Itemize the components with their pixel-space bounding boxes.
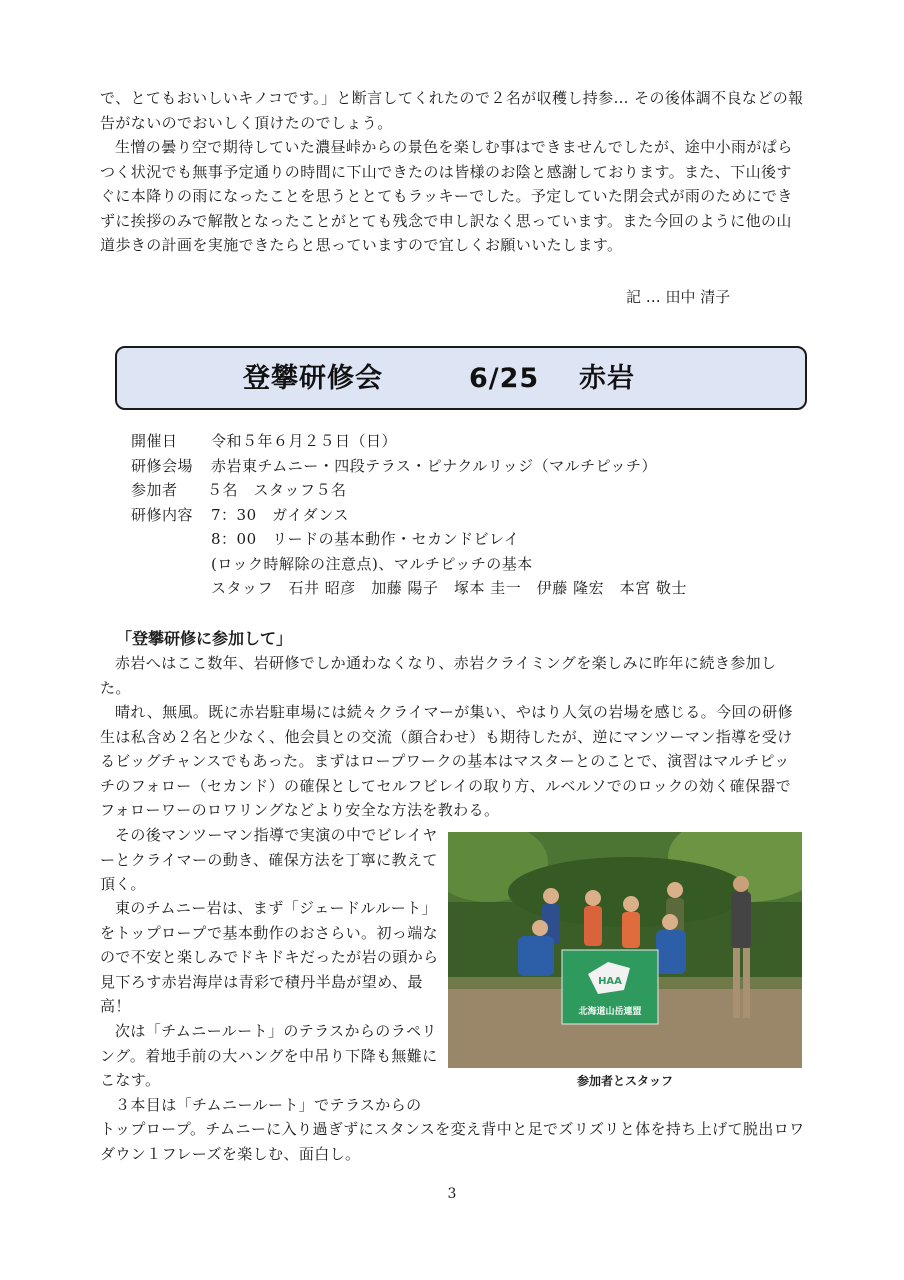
info-participants-label: 参加者	[131, 481, 178, 499]
page-number: 3	[447, 1186, 457, 1202]
signature: 記 … 田中 清子	[626, 288, 731, 306]
closing-paragraph: 生憎の曇り空で期待していた濃昼峠からの景色を楽しむ事はできませんでしたが、途中小雨がぱらつく状況でも無事予定通りの時間に下山できたのは皆様のお陰と感謝しております。また、下山後すぐに本降りの雨になったことを思うととてもラッキーでした。予定していた閉会式が雨のためにできずに挨拶のみで解散となったことがとても残念で申し訳なく思っています。また今回のように他の山道歩きの計画を実施できたらと思っていますので宜しくお願いいたします。	[100, 138, 793, 254]
report-paragraph-2: 晴れ、無風。既に赤岩駐車場には続々クライマーが集い、やはり人気の岩場を感じる。今回の研修生は私含め２名と少なく、他会員との交流（顔合わせ）も期待したが、逆にマンツーマン指導を受けるビッグチャンスでもあった。まずはロープワークの基本はマスターとのことで、演習はマルチピッチのフォロー（セカンド）の確保としてセルフビレイの取り方、ルベルソでのロックの効く確保器でフォローワーのロワリングなどより安全な方法を教わる。	[100, 703, 794, 819]
info-content-line3: (ロック時解除の注意点)、マルチピッチの基本	[211, 554, 533, 573]
report-paragraph-4: 東のチムニー岩は、まず「ジェードルルート」をトップロープで基本動作のおさらい。初っ端なので不安と楽しみでドキドキだったが岩の頭から見下ろす赤岩海岸は青彩で積丹半島が望め、最高！	[100, 899, 439, 1015]
report-paragraph-6a: ３本目は「チムニールート」でテラスからの	[115, 1096, 422, 1114]
group-photo-illustration	[448, 832, 802, 1068]
continued-paragraph: で、とてもおいしいキノコです。」と断言してくれたので２名が収穫し持参… その後体調不良などの報告がないのでおいしく頂けたのでしょう。	[100, 89, 804, 132]
photo-caption: 参加者とスタッフ	[576, 1074, 673, 1088]
info-content-line1: 7：30 ガイダンス	[211, 505, 349, 524]
report-heading: 「登攀研修に参加して」	[116, 629, 293, 648]
info-venue-value: 赤岩東チムニー・四段テラス・ピナクルリッジ（マルチピッチ）	[211, 456, 658, 475]
report-paragraph-1: 赤岩へはここ数年、岩研修でしか通わなくなり、赤岩クライミングを楽しみに昨年に続き参加した。	[100, 654, 777, 697]
info-date-label: 開催日	[131, 432, 178, 450]
info-content-label: 研修内容	[131, 505, 194, 524]
banner-place: 赤岩	[579, 363, 635, 394]
flag-text: 北海道山岳連盟	[578, 1007, 642, 1017]
banner-date: 6/25	[469, 363, 540, 394]
report-paragraph-5: 次は「チムニールート」のテラスからのラペリング。着地手前の大ハングを中吊り下降も無難にこなす。	[100, 1022, 438, 1089]
info-staff: スタッフ 石井 昭彦 加藤 陽子 塚本 圭一 伊藤 隆宏 本宮 敬士	[211, 579, 687, 597]
report-paragraph-3: その後マンツーマン指導で実演の中でビレイヤーとクライマーの動き、確保方法を丁寧に教えて頂く。	[100, 826, 438, 893]
info-participants-value: ５名 スタッフ５名	[207, 481, 347, 499]
info-content-line2: 8：00 リードの基本動作・セカンドビレイ	[211, 530, 520, 548]
event-info	[131, 429, 687, 601]
flag-logo: HAA	[598, 976, 622, 987]
banner-title: 登攀研修会	[243, 363, 383, 394]
info-venue-label: 研修会場	[131, 456, 194, 475]
section-banner	[115, 346, 807, 410]
group-photo	[448, 832, 802, 1068]
info-date-value: 令和５年６月２５日（日）	[211, 432, 398, 450]
report-paragraph-6b: トップロープ。チムニーに入り過ぎずにスタンスを変え背中と足でズリズリと体を持ち上げて脱出ロワダウン１フレーズを楽しむ、面白し。	[100, 1120, 805, 1163]
flag	[562, 950, 658, 1024]
